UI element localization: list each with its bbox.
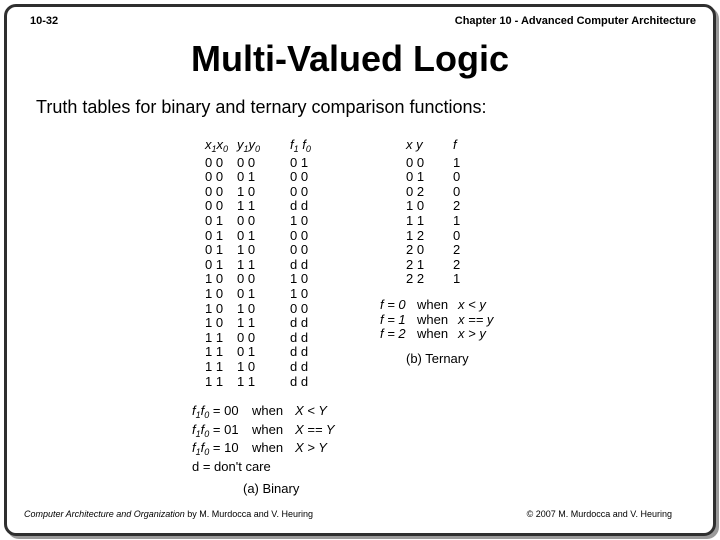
table-cell: 0 0 — [205, 154, 224, 170]
legend-condition: f = 2 — [380, 326, 406, 342]
table-cell: 1 0 — [205, 285, 224, 301]
book-title: Computer Architecture and Organization — [24, 509, 185, 519]
legend-row — [380, 313, 493, 328]
table-row — [205, 185, 330, 200]
table-cell: 0 1 — [205, 242, 224, 258]
table-row — [406, 185, 483, 200]
ternary-legend — [380, 298, 493, 342]
table-cell: 1 1 — [237, 373, 256, 389]
table-cell: 0 — [453, 227, 461, 243]
table-row — [406, 199, 483, 214]
header-f: $f_1$ $f_0$ — [290, 137, 311, 154]
table-row — [406, 258, 483, 273]
table-row — [406, 170, 483, 185]
binary-table-header — [205, 138, 330, 153]
table-cell: 0 0 — [290, 227, 309, 243]
table-cell: 1 1 — [237, 256, 256, 272]
legend-condition: $f_1f_0 = 01$ — [192, 421, 239, 439]
legend-when: when — [417, 326, 449, 342]
table-cell: 2 — [453, 198, 461, 214]
table-cell: 0 0 — [406, 154, 425, 170]
table-row — [406, 272, 483, 287]
table-row — [205, 214, 330, 229]
table-cell: d d — [290, 344, 309, 360]
table-cell: d d — [290, 198, 309, 214]
table-row — [205, 345, 330, 360]
table-cell: 0 0 — [290, 169, 309, 185]
table-cell: 1 0 — [406, 198, 425, 214]
table-cell: 0 0 — [237, 329, 256, 345]
table-row — [406, 229, 483, 244]
table-cell: 0 0 — [205, 198, 224, 214]
table-row — [205, 360, 330, 375]
legend-row — [192, 439, 335, 458]
binary-caption: (a) Binary — [243, 481, 300, 496]
table-cell: d d — [290, 256, 309, 272]
ternary-table-header — [406, 138, 483, 153]
legend-condition: $f_1f_0 = 10$ — [192, 440, 239, 457]
table-row — [205, 302, 330, 317]
table-cell: 0 0 — [290, 300, 309, 316]
table-cell: 1 1 — [205, 329, 224, 345]
slide-number: 10-32 — [30, 15, 59, 27]
table-cell: 1 0 — [237, 242, 256, 258]
table-row — [205, 170, 330, 185]
table-row — [406, 214, 483, 229]
table-cell: 1 1 — [205, 358, 224, 374]
table-cell: 0 1 — [237, 227, 256, 243]
book-authors: by M. Murdocca and V. Heuring — [184, 509, 313, 519]
legend-when: when — [252, 403, 284, 418]
legend-when: when — [417, 311, 449, 327]
table-cell: 0 0 — [290, 183, 309, 199]
header-x: $x_1x_0$ — [205, 137, 229, 154]
table-row — [205, 375, 330, 390]
table-row — [205, 229, 330, 244]
legend-expression: X > Y — [295, 440, 327, 455]
table-cell: 0 — [453, 169, 461, 185]
table-row — [205, 316, 330, 331]
table-cell: 0 1 — [290, 154, 309, 170]
legend-condition: f = 1 — [380, 311, 406, 327]
slide-frame — [4, 4, 716, 536]
chapter-title: Chapter 10 - Advanced Computer Architecture — [454, 15, 696, 27]
table-cell: d d — [290, 329, 309, 345]
footer-copyright: © 2007 M. Murdocca and V. Heuring — [526, 509, 672, 519]
legend-row — [192, 421, 335, 440]
ternary-table-body — [406, 156, 483, 287]
table-cell: 0 2 — [406, 183, 425, 199]
binary-truth-table — [205, 138, 330, 389]
dont-care-note: d = don't care — [192, 458, 271, 474]
table-cell: 0 1 — [237, 285, 256, 301]
table-cell: 1 1 — [205, 373, 224, 389]
table-row — [406, 243, 483, 258]
table-cell: 1 — [453, 154, 461, 170]
binary-legend — [192, 402, 335, 476]
table-cell: 1 0 — [205, 300, 224, 316]
table-cell: 0 1 — [205, 256, 224, 272]
table-cell: 1 — [453, 212, 461, 228]
table-cell: d d — [290, 358, 309, 374]
header-f: f — [453, 137, 457, 152]
table-row — [205, 258, 330, 273]
legend-row — [380, 298, 493, 313]
table-cell: 1 — [453, 271, 461, 287]
table-cell: 1 0 — [290, 271, 309, 287]
ternary-truth-table — [406, 138, 483, 287]
slide-subtitle: Truth tables for binary and ternary comparison functions: — [36, 97, 487, 117]
legend-expression: X < Y — [295, 403, 327, 418]
table-cell: 1 1 — [237, 315, 256, 331]
table-row — [406, 156, 483, 171]
table-cell: 2 2 — [406, 271, 425, 287]
table-cell: 1 1 — [406, 212, 425, 228]
table-cell: 0 0 — [205, 183, 224, 199]
table-row — [205, 199, 330, 214]
table-cell: 0 1 — [237, 344, 256, 360]
table-row — [205, 331, 330, 346]
table-row — [205, 243, 330, 258]
table-cell: 0 1 — [205, 212, 224, 228]
legend-value: = 01 — [212, 421, 239, 437]
table-cell: d d — [290, 373, 309, 389]
table-cell: 1 0 — [237, 300, 256, 316]
table-cell: 0 1 — [406, 169, 425, 185]
table-row — [205, 156, 330, 171]
legend-expression: x == y — [458, 311, 494, 327]
header-y: $y_1y_0$ — [237, 137, 261, 154]
legend-when: when — [252, 440, 284, 455]
legend-row — [192, 402, 335, 421]
table-cell: 2 0 — [406, 242, 425, 258]
table-cell: 2 — [453, 242, 461, 258]
legend-value: = 10 — [212, 440, 239, 455]
table-cell: d d — [290, 315, 309, 331]
legend-when: when — [252, 421, 284, 437]
table-cell: 2 — [453, 256, 461, 272]
table-cell: 1 1 — [237, 198, 256, 214]
table-row — [205, 287, 330, 302]
table-cell: 1 0 — [237, 183, 256, 199]
legend-row — [380, 327, 493, 342]
legend-value: = 00 — [212, 403, 239, 418]
table-cell: 1 0 — [237, 358, 256, 374]
table-cell: 1 0 — [205, 315, 224, 331]
legend-expression: x < y — [458, 297, 486, 312]
table-cell: 0 1 — [237, 169, 256, 185]
table-cell: 1 0 — [205, 271, 224, 287]
slide-title: Multi-Valued Logic — [190, 38, 509, 79]
table-cell: 1 1 — [205, 344, 224, 360]
table-cell: 0 0 — [290, 242, 309, 258]
footer-citation — [24, 509, 313, 519]
table-cell: 0 0 — [237, 212, 256, 228]
table-cell: 1 0 — [290, 212, 309, 228]
legend-expression: X == Y — [295, 421, 335, 437]
table-cell: 0 0 — [205, 169, 224, 185]
table-cell: 0 — [453, 183, 461, 199]
legend-when: when — [417, 297, 449, 312]
table-cell: 0 1 — [205, 227, 224, 243]
ternary-caption: (b) Ternary — [406, 351, 469, 366]
header-xy: x y — [406, 137, 423, 152]
table-cell: 0 0 — [237, 154, 256, 170]
table-cell: 1 0 — [290, 285, 309, 301]
legend-condition: f = 0 — [380, 297, 406, 312]
table-cell: 1 2 — [406, 227, 425, 243]
table-cell: 0 0 — [237, 271, 256, 287]
legend-condition: $f_1f_0 = 00$ — [192, 403, 239, 420]
binary-table-body — [205, 156, 330, 390]
table-cell: 2 1 — [406, 256, 425, 272]
legend-expression: x > y — [458, 326, 486, 342]
table-row — [205, 272, 330, 287]
